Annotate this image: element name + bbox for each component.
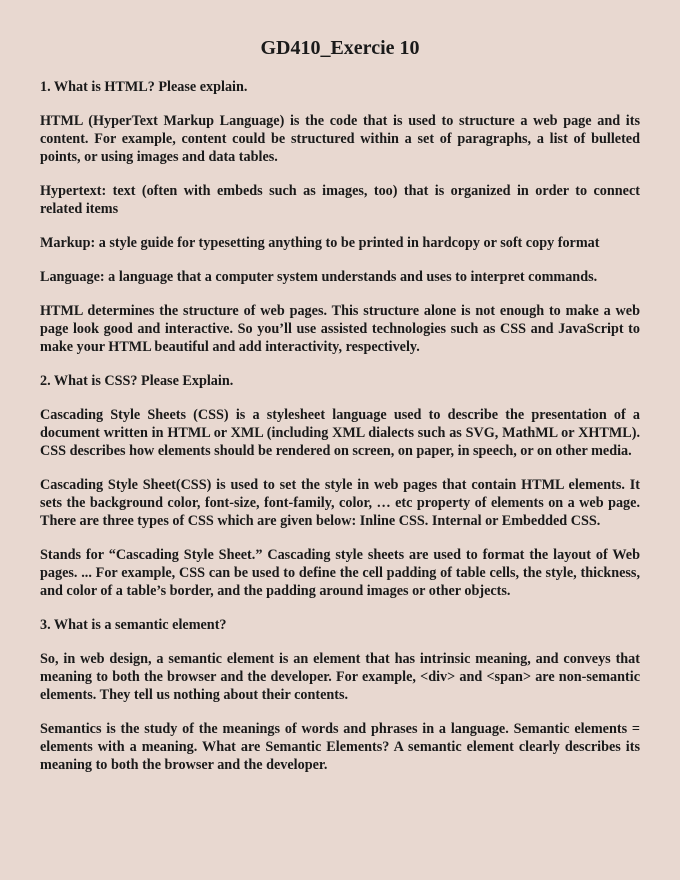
paragraph: Language: a language that a computer system understands and uses to interpret commands. <box>40 269 598 285</box>
paragraph: Cascading Style Sheets (CSS) is a stylesheet language used to describe the presentation of a document written in HTML or XML (including XML dialects such as SVG, MathML or XHTML). CSS describes how elements should be rendered on screen, on paper, in speech, or on other media. <box>40 407 640 459</box>
section-css <box>40 372 640 600</box>
paragraph: Semantics is the study of the meanings of words and phrases in a language. Semantic elements = elements with a meaning. What are Semantic Elements? A semantic element clearly describes its meaning to both the browser and the developer. <box>40 721 640 773</box>
section-heading: 3. What is a semantic element? <box>40 617 227 633</box>
document-title: GD410_Exercie 10 <box>260 37 420 59</box>
section-semantic <box>40 616 640 774</box>
paragraph: Markup: a style guide for typesetting anything to be printed in hardcopy or soft copy format <box>40 235 600 251</box>
paragraph: Hypertext: text (often with embeds such as images, too) that is organized in order to connect related items <box>40 183 640 217</box>
section-heading: 2. What is CSS? Please Explain. <box>40 373 234 389</box>
section-heading: 1. What is HTML? Please explain. <box>40 79 248 95</box>
paragraph: Cascading Style Sheet(CSS) is used to set the style in web pages that contain HTML elements. It sets the background color, font-size, font-family, color, … etc property of elements on a web page. There are three types of CSS which are given below: Inline CSS. Internal or Embedded CSS. <box>40 477 640 529</box>
paragraph: HTML determines the structure of web pages. This structure alone is not enough to make a web page look good and interactive. So you’ll use assisted technologies such as CSS and JavaScript to make your HTML beautiful and add interactivity, respectively. <box>40 303 640 355</box>
paragraph: HTML (HyperText Markup Language) is the code that is used to structure a web page and its content. For example, content could be structured within a set of paragraphs, a list of bulleted points, or using images and data tables. <box>40 113 640 165</box>
paragraph: So, in web design, a semantic element is an element that has intrinsic meaning, and conveys that meaning to both the browser and the developer. For example, <div> and <span> are non-semantic elements. They tell us nothing about their contents. <box>40 651 640 703</box>
section-html <box>40 78 640 356</box>
paragraph: Stands for “Cascading Style Sheet.” Cascading style sheets are used to format the layout of Web pages. ... For example, CSS can be used to define the cell padding of table cells, the style, thickness, and color of a table’s border, and the padding around images or other objects. <box>40 547 640 599</box>
